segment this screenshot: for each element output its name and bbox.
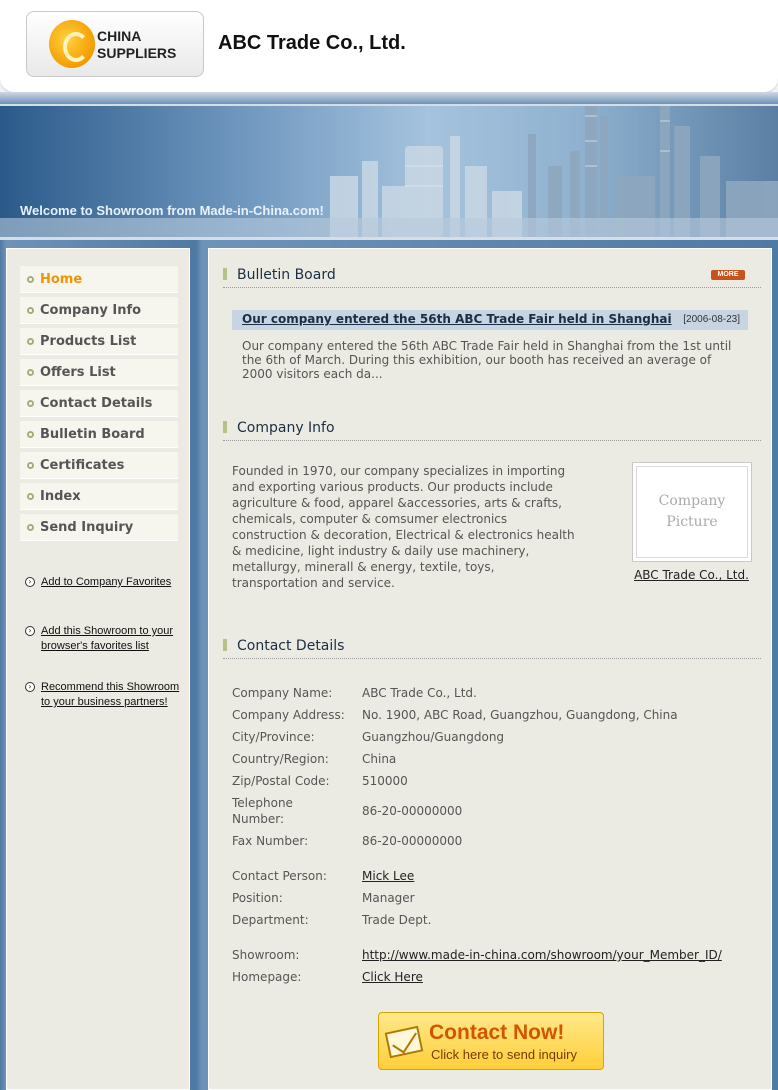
sidebar-item-label: Bulletin Board	[40, 427, 145, 442]
contact-value: Manager	[362, 891, 415, 905]
contact-label: Country/Region:	[232, 752, 329, 766]
sidebar-item-offers-list[interactable]	[20, 359, 178, 386]
sidebar-item-label: Home	[40, 272, 83, 287]
logo-text	[97, 28, 176, 62]
homepage-link[interactable]: Click Here	[362, 970, 423, 984]
bullet-icon	[27, 276, 34, 283]
bullet-icon	[27, 338, 34, 345]
picture-line1: Company	[658, 493, 726, 509]
bulletin-item	[232, 310, 748, 330]
contact-label: Department:	[232, 913, 309, 927]
bullet-icon	[27, 524, 34, 531]
section-marker	[223, 421, 227, 433]
logo-text-line2: SUPPLIERS	[97, 45, 177, 61]
company-picture[interactable]	[632, 462, 752, 562]
bullet-icon	[27, 493, 34, 500]
add-showroom-line2: browser's favorites list	[41, 640, 149, 652]
sidebar-item-send-inquiry[interactable]	[20, 514, 178, 541]
bullet-icon	[27, 307, 34, 314]
sidebar-item-company-info[interactable]	[20, 297, 178, 324]
contact-details-header	[223, 637, 761, 659]
contact-value: ABC Trade Co., Ltd.	[362, 686, 477, 700]
contact-label	[232, 795, 357, 827]
company-info-header	[223, 419, 761, 441]
contact-person-link[interactable]: Mick Lee	[362, 869, 415, 883]
contact-now-button[interactable]	[378, 1012, 604, 1070]
more-button[interactable]: MORE	[711, 270, 745, 280]
contact-label: Contact Person:	[232, 869, 327, 883]
china-suppliers-logo[interactable]	[26, 11, 204, 77]
contact-value: Guangzhou/Guangdong	[362, 730, 505, 744]
contact-value: 86-20-00000000	[362, 804, 463, 818]
arrow-circle-icon: ›	[25, 577, 35, 587]
section-title: Contact Details	[237, 638, 345, 654]
company-title: ABC Trade Co., Ltd.	[218, 32, 406, 54]
sidebar-item-home[interactable]	[20, 266, 178, 293]
company-description: Founded in 1970, our company specializes in importing and exporting various products. Our products include agriculture & food, apparel &accessories, arts & crafts, chemicals, computer & comsumer electronics construction & decoration, Electrical & electronics health & medicine, light industry & daily use machinery, metallurgy, minerall & energy, textile, toys, transportation and service.	[232, 464, 575, 590]
dragon-logo-icon	[49, 20, 95, 68]
sidebar	[6, 248, 190, 1090]
contact-value: China	[362, 752, 397, 766]
add-showroom-favorites-text[interactable]	[41, 624, 173, 654]
bulletin-item-body: Our company entered the 56th ABC Trade Fair held in Shanghai from the 1st until the 6th of March. During this exhibition, our booth has received an average of 2000 visitors each da...	[242, 339, 732, 381]
contact-label: Company Address:	[232, 708, 345, 722]
bulletin-board-header	[223, 266, 761, 288]
arrow-circle-icon: ›	[25, 626, 35, 636]
telephone-label-line2: Number:	[232, 812, 285, 826]
sidebar-item-products-list[interactable]	[20, 328, 178, 355]
bulletin-item-date: [2006-08-23]	[683, 314, 740, 325]
recommend-showroom-text[interactable]	[41, 680, 179, 710]
sidebar-item-label: Send Inquiry	[40, 520, 134, 535]
contact-label: City/Province:	[232, 730, 315, 744]
contact-label: Zip/Postal Code:	[232, 774, 330, 788]
sidebar-item-label: Certificates	[40, 458, 125, 473]
section-marker	[223, 268, 227, 280]
bullet-icon	[27, 369, 34, 376]
contact-now-subtitle: Click here to send inquiry	[431, 1047, 577, 1062]
bulletin-item-title-link[interactable]: Our company entered the 56th ABC Trade Fair held in Shanghai	[242, 312, 672, 326]
showroom-url-link[interactable]: http://www.made-in-china.com/showroom/your_Member_ID/	[362, 948, 722, 962]
contact-label: Position:	[232, 891, 283, 905]
sidebar-item-label: Contact Details	[40, 396, 153, 411]
bullet-icon	[27, 462, 34, 469]
header-stripe	[0, 92, 778, 104]
logo-text-line1: CHINA	[97, 28, 142, 44]
bullet-icon	[27, 431, 34, 438]
sidebar-item-label: Offers List	[40, 365, 116, 380]
section-title: Company Info	[237, 420, 335, 436]
contact-value: No. 1900, ABC Road, Guangzhou, Guangdong, China	[362, 708, 678, 722]
section-title: Bulletin Board	[237, 267, 336, 283]
bullet-icon	[27, 400, 34, 407]
sidebar-item-bulletin-board[interactable]	[20, 421, 178, 448]
sidebar-item-label: Company Info	[40, 303, 142, 318]
telephone-label-line1: Telephone	[232, 796, 293, 810]
recommend-line1: Recommend this Showroom	[41, 681, 180, 693]
add-company-favorites-text[interactable]: Add to Company Favorites	[41, 576, 172, 588]
contact-label: Showroom:	[232, 948, 300, 962]
contact-label: Homepage:	[232, 970, 302, 984]
sidebar-item-label: Index	[40, 489, 81, 504]
contact-value: 86-20-00000000	[362, 834, 463, 848]
contact-value: 510000	[362, 774, 408, 788]
sidebar-item-certificates[interactable]	[20, 452, 178, 479]
envelope-icon	[385, 1026, 424, 1059]
picture-line2: Picture	[666, 514, 718, 530]
company-picture-caption-link[interactable]: ABC Trade Co., Ltd.	[634, 568, 749, 582]
arrow-circle-icon: ›	[25, 682, 35, 692]
add-showroom-line1: Add this Showroom to your	[41, 625, 174, 637]
sidebar-item-contact-details[interactable]	[20, 390, 178, 417]
contact-value: Trade Dept.	[362, 913, 432, 927]
section-marker	[223, 639, 227, 651]
main-content	[208, 248, 772, 1090]
welcome-text: Welcome to Showroom from Made-in-China.com!	[20, 203, 324, 218]
contact-label: Company Name:	[232, 686, 333, 700]
sidebar-menu	[20, 266, 178, 545]
contact-label: Fax Number:	[232, 834, 309, 848]
sidebar-item-label: Products List	[40, 334, 137, 349]
welcome-banner	[0, 104, 778, 240]
sidebar-item-index[interactable]	[20, 483, 178, 510]
contact-now-title: Contact Now!	[429, 1021, 565, 1044]
company-picture-placeholder	[636, 466, 748, 558]
recommend-line2: to your business partners!	[41, 696, 168, 708]
header	[0, 0, 778, 104]
